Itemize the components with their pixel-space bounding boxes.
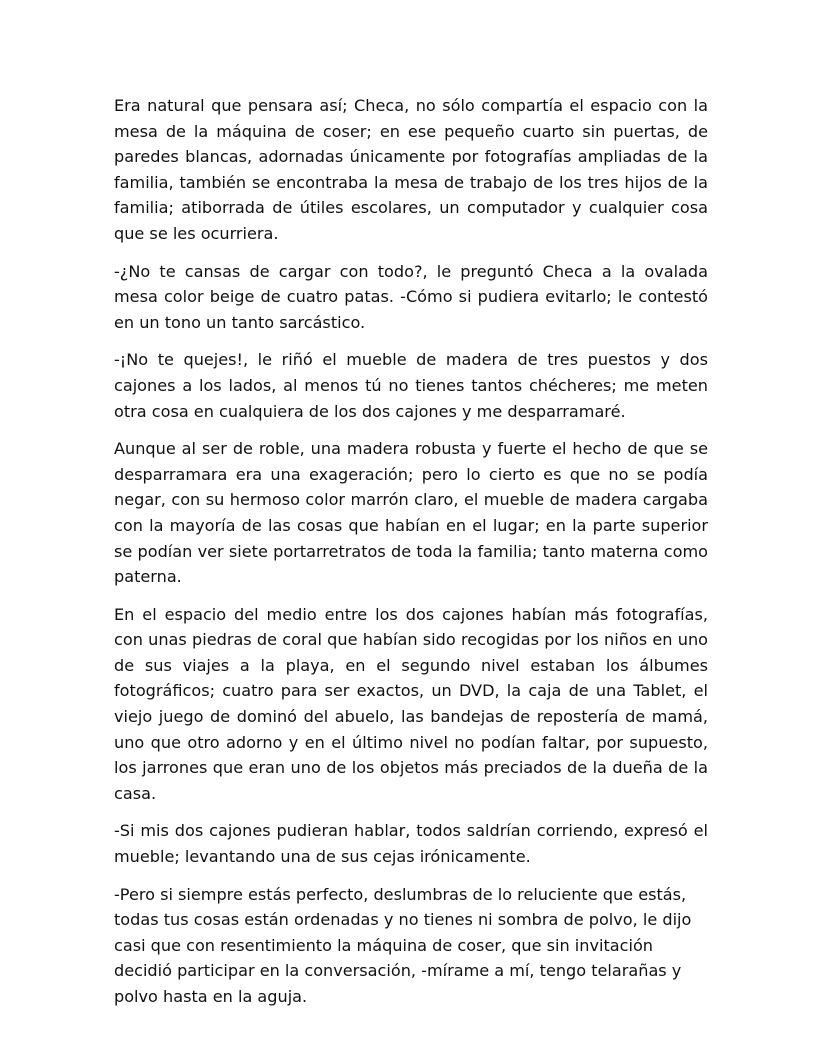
document-body [114,93,708,1010]
paragraph-4: Aunque al ser de roble, una madera robusta y fuerte el hecho de que se desparramara era una exageración; pero lo cierto es que no se podía negar, con su hermoso color marrón claro, el mueble de madera cargaba con la mayoría de las cosas que habían en el lugar; en la parte superior se podían ver siete portarretratos de toda la familia; tanto materna como paterna. [114,439,708,587]
paragraph-1: Era natural que pensara así; Checa, no sólo compartía el espacio con la mesa de la máquina de coser; en ese pequeño cuarto sin puertas, de paredes blancas, adornadas únicamente por fotografías ampliadas de la familia, también se encontraba la mesa de trabajo de los tres hijos de la familia; atiborrada de útiles escolares, un computador y cualquier cosa que se les ocurriera. [114,96,708,243]
paragraph-2: -¿No te cansas de cargar con todo?, le preguntó Checa a la ovalada mesa color beige de cuatro patas. -Cómo si pudiera evitarlo; le contestó en un tono un tanto sarcástico. [114,261,708,332]
paragraph-7: -Pero si siempre estás perfecto, deslumbras de lo reluciente que estás, todas tus cosas están ordenadas y no tienes ni sombra de polvo, le dijo casi que con resentimiento la máquina de coser, que sin invitación decidió participar en la conversación, -mírame a mí, tengo telarañas y polvo hasta en la aguja. [114,884,692,1006]
paragraph-6: -Si mis dos cajones pudieran hablar, todos saldrían corriendo, expresó el mueble; levantando una de sus cejas irónicamente. [114,821,708,867]
paragraph-3: -¡No te quejes!, le riñó el mueble de madera de tres puestos y dos cajones a los lados, al menos tú no tienes tantos chécheres; me meten otra cosa en cualquiera de los dos cajones y me desparramaré. [114,350,708,421]
paragraph-5: En el espacio del medio entre los dos cajones habían más fotografías, con unas piedras de coral que habían sido recogidas por los niños en uno de sus viajes a la playa, en el segundo nivel estaban los álbumes fotográficos; cuatro para ser exactos, un DVD, la caja de una Tablet, el viejo juego de dominó del abuelo, las bandejas de repostería de mamá, uno que otro adorno y en el último nivel no podían faltar, por supuesto, los jarrones que eran uno de los objetos más preciados de la dueña de la casa. [114,604,708,803]
